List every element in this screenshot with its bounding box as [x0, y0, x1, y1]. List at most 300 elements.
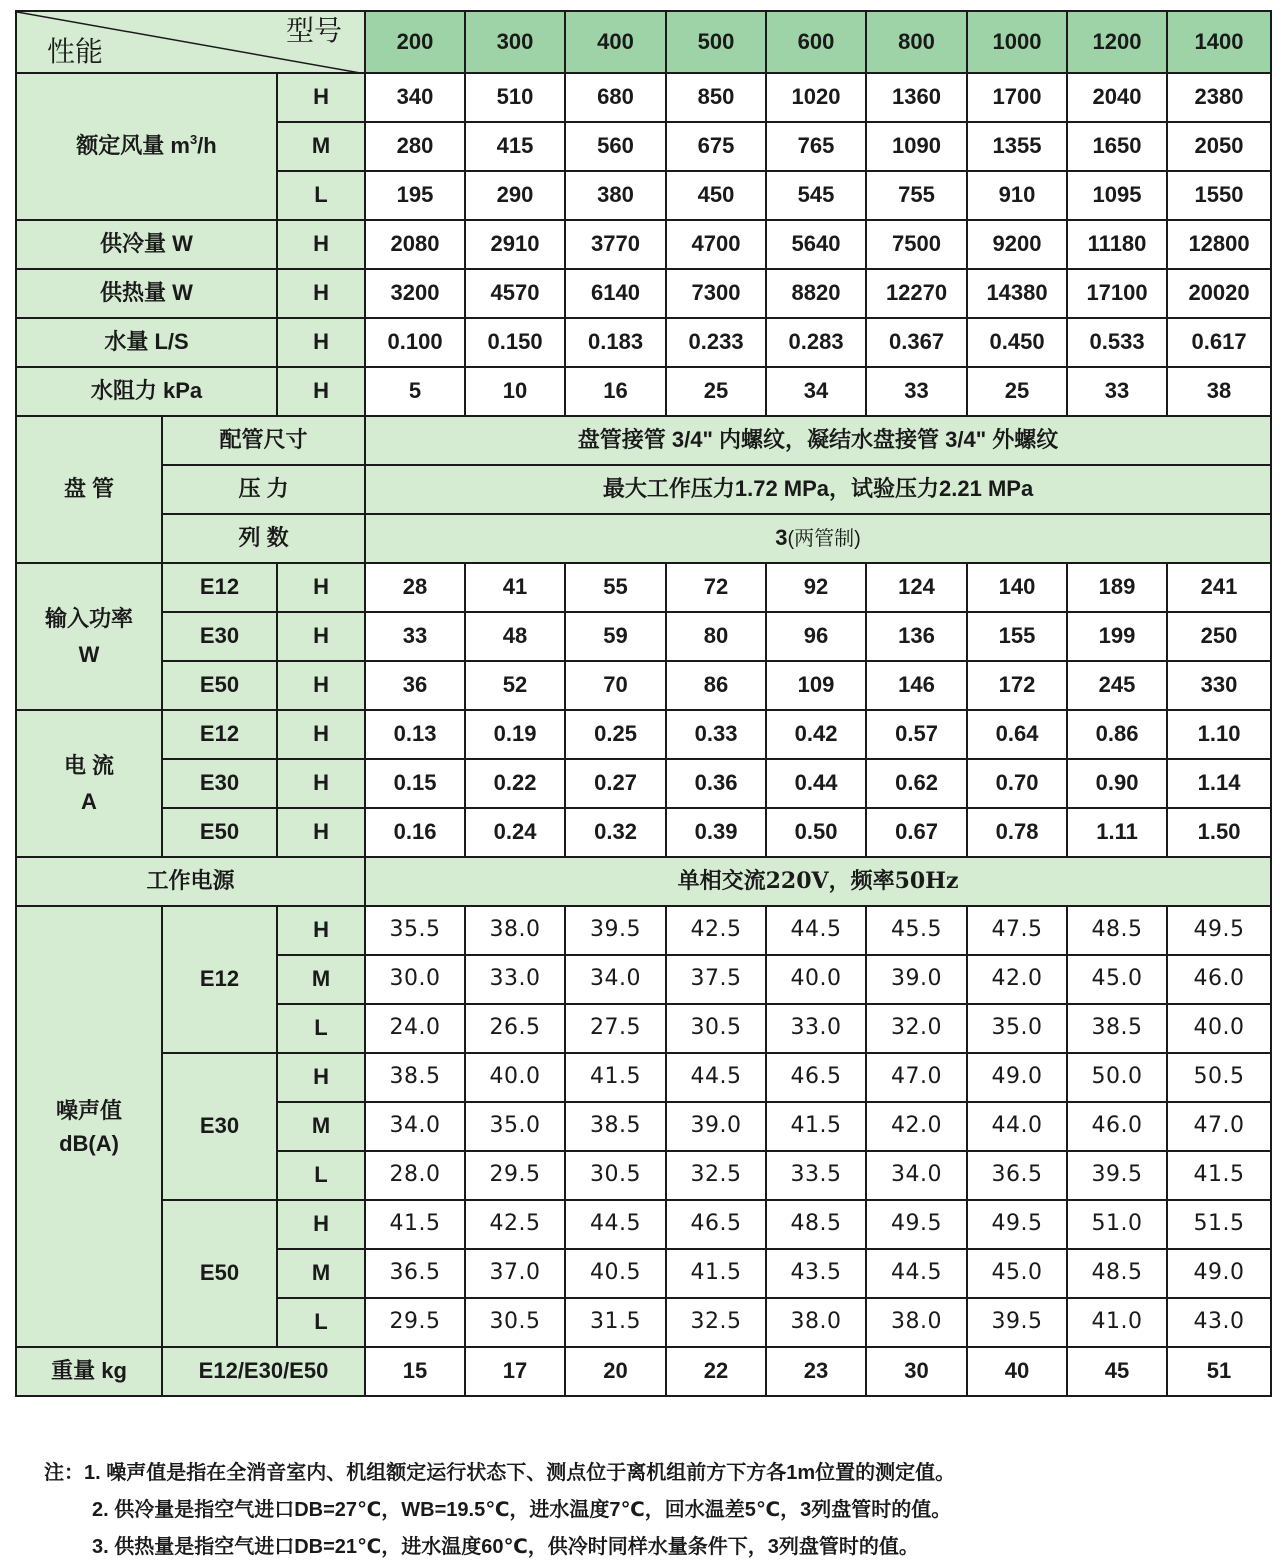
value-cell: 35.0 [465, 1102, 565, 1151]
speed-cell: H [277, 367, 365, 416]
value-cell: 32.5 [666, 1298, 766, 1347]
value-cell: 39.0 [666, 1102, 766, 1151]
value-cell: 30.5 [666, 1004, 766, 1053]
value-cell: 44.5 [766, 906, 866, 955]
value-cell: 0.450 [967, 318, 1067, 367]
input_power-row [16, 563, 1271, 612]
value-cell: 47.5 [967, 906, 1067, 955]
value-cell: 41 [465, 563, 565, 612]
value-cell: 1355 [967, 122, 1067, 171]
speed-cell: H [277, 710, 365, 759]
value-cell: 24.0 [365, 1004, 465, 1053]
value-cell: 4700 [666, 220, 766, 269]
model-header: 200 [365, 11, 465, 73]
value-cell: 86 [666, 661, 766, 710]
speed-cell: H [277, 563, 365, 612]
noise-row [16, 1053, 1271, 1102]
value-cell: 146 [866, 661, 967, 710]
speed-cell: L [277, 171, 365, 220]
value-cell: 755 [866, 171, 967, 220]
water_flow-label: 水量 L/S [16, 318, 277, 367]
value-cell: 1020 [766, 73, 866, 122]
value-cell: 40.0 [1167, 1004, 1271, 1053]
airflow-row [16, 73, 1271, 122]
coil-value-suffix: (两管制) [787, 528, 861, 551]
value-cell: 15 [365, 1347, 465, 1396]
value-cell: 2050 [1167, 122, 1271, 171]
value-cell: 245 [1067, 661, 1167, 710]
value-cell: 38.5 [365, 1053, 465, 1102]
value-cell: 52 [465, 661, 565, 710]
value-cell: 340 [365, 73, 465, 122]
value-cell: 40 [967, 1347, 1067, 1396]
speed-cell: H [277, 269, 365, 318]
model-header: 500 [666, 11, 766, 73]
coil-sub-label: 列 数 [162, 514, 365, 563]
value-cell: 1.10 [1167, 710, 1271, 759]
value-cell: 41.5 [365, 1200, 465, 1249]
value-cell: 2380 [1167, 73, 1271, 122]
value-cell: 124 [866, 563, 967, 612]
noise-motor: E12 [162, 906, 277, 1053]
value-cell: 42.5 [666, 906, 766, 955]
value-cell: 250 [1167, 612, 1271, 661]
notes [44, 1455, 1264, 1566]
model-header: 800 [866, 11, 967, 73]
current-label-text: 电 流 [63, 753, 115, 779]
value-cell: 46.5 [766, 1053, 866, 1102]
value-cell: 43.0 [1167, 1298, 1271, 1347]
value-cell: 46.5 [666, 1200, 766, 1249]
value-cell: 0.44 [766, 759, 866, 808]
value-cell: 2040 [1067, 73, 1167, 122]
noise-row [16, 1200, 1271, 1249]
value-cell: 0.86 [1067, 710, 1167, 759]
value-cell: 44.5 [866, 1249, 967, 1298]
value-cell: 0.50 [766, 808, 866, 857]
value-cell: 5 [365, 367, 465, 416]
value-cell: 0.24 [465, 808, 565, 857]
value-cell: 8820 [766, 269, 866, 318]
note-2-text: 2. 供冷量是指空气进口DB=27℃，WB=19.5℃，进水温度7℃，回水温差5℃，3列盘管时的值。 [92, 1499, 952, 1521]
value-cell: 0.533 [1067, 318, 1167, 367]
value-cell: 48.5 [1067, 1249, 1167, 1298]
value-cell: 33.0 [465, 955, 565, 1004]
value-cell: 545 [766, 171, 866, 220]
value-cell: 17 [465, 1347, 565, 1396]
airflow-sup: 3 [189, 132, 198, 148]
coil-value-text: 盘管接管 3/4" 内螺纹，凝结水盘接管 3/4" 外螺纹 [577, 427, 1059, 453]
noise-label-text: 噪声值 [55, 1097, 122, 1123]
value-cell: 72 [666, 563, 766, 612]
motor-cell: E50 [162, 661, 277, 710]
value-cell: 0.64 [967, 710, 1067, 759]
value-cell: 41.5 [666, 1249, 766, 1298]
value-cell: 0.33 [666, 710, 766, 759]
value-cell: 40.5 [565, 1249, 666, 1298]
value-cell: 9200 [967, 220, 1067, 269]
current-label [16, 710, 162, 857]
value-cell: 415 [465, 122, 565, 171]
speed-cell: H [277, 73, 365, 122]
input_power-row [16, 661, 1271, 710]
value-cell: 37.5 [666, 955, 766, 1004]
value-cell: 680 [565, 73, 666, 122]
value-cell: 0.90 [1067, 759, 1167, 808]
value-cell: 330 [1167, 661, 1271, 710]
value-cell: 0.183 [565, 318, 666, 367]
speed-cell: M [277, 1102, 365, 1151]
speed-cell: H [277, 220, 365, 269]
heating-row [16, 269, 1271, 318]
value-cell: 0.57 [866, 710, 967, 759]
value-cell: 34.0 [365, 1102, 465, 1151]
value-cell: 16 [565, 367, 666, 416]
value-cell: 28 [365, 563, 465, 612]
value-cell: 2910 [465, 220, 565, 269]
value-cell: 34.0 [866, 1151, 967, 1200]
value-cell: 241 [1167, 563, 1271, 612]
noise-row [16, 906, 1271, 955]
value-cell: 49.5 [967, 1200, 1067, 1249]
value-cell: 31.5 [565, 1298, 666, 1347]
weight-motors: E12/E30/E50 [162, 1347, 365, 1396]
current-unit: A [81, 788, 97, 814]
value-cell: 49.5 [866, 1200, 967, 1249]
value-cell: 33 [866, 367, 967, 416]
coil-value [365, 416, 1271, 465]
value-cell: 12270 [866, 269, 967, 318]
value-cell: 42.5 [465, 1200, 565, 1249]
value-cell: 0.25 [565, 710, 666, 759]
value-cell: 41.0 [1067, 1298, 1167, 1347]
value-cell: 109 [766, 661, 866, 710]
model-header: 300 [465, 11, 565, 73]
value-cell: 0.62 [866, 759, 967, 808]
value-cell: 38.0 [766, 1298, 866, 1347]
value-cell: 33 [365, 612, 465, 661]
coil-label: 盘 管 [16, 416, 162, 563]
speed-cell: H [277, 808, 365, 857]
value-cell: 39.5 [967, 1298, 1067, 1347]
motor-cell: E30 [162, 759, 277, 808]
value-cell: 32.5 [666, 1151, 766, 1200]
power-supply-label: 工作电源 [16, 857, 365, 906]
heating-label: 供热量 W [16, 269, 277, 318]
motor-cell: E50 [162, 808, 277, 857]
value-cell: 48.5 [1067, 906, 1167, 955]
noise-motor: E50 [162, 1200, 277, 1347]
value-cell: 0.367 [866, 318, 967, 367]
speed-cell: H [277, 1053, 365, 1102]
noise-motor: E30 [162, 1053, 277, 1200]
value-cell: 199 [1067, 612, 1167, 661]
value-cell: 20 [565, 1347, 666, 1396]
value-cell: 30.0 [365, 955, 465, 1004]
speed-cell: L [277, 1151, 365, 1200]
value-cell: 48 [465, 612, 565, 661]
value-cell: 35.5 [365, 906, 465, 955]
airflow-unit: /h [197, 133, 217, 159]
value-cell: 40.0 [465, 1053, 565, 1102]
value-cell: 0.67 [866, 808, 967, 857]
value-cell: 0.100 [365, 318, 465, 367]
value-cell: 42.0 [967, 955, 1067, 1004]
value-cell: 20020 [1167, 269, 1271, 318]
value-cell: 136 [866, 612, 967, 661]
value-cell: 42.0 [866, 1102, 967, 1151]
value-cell: 1700 [967, 73, 1067, 122]
value-cell: 3200 [365, 269, 465, 318]
value-cell: 0.42 [766, 710, 866, 759]
value-cell: 55 [565, 563, 666, 612]
value-cell: 38.0 [866, 1298, 967, 1347]
value-cell: 38.5 [1067, 1004, 1167, 1053]
value-cell: 45.5 [866, 906, 967, 955]
value-cell: 0.16 [365, 808, 465, 857]
value-cell: 290 [465, 171, 565, 220]
water_flow-row [16, 318, 1271, 367]
coil-row [16, 465, 1271, 514]
value-cell: 38 [1167, 367, 1271, 416]
speed-cell: H [277, 759, 365, 808]
note-1 [44, 1455, 1264, 1492]
motor-cell: E12 [162, 710, 277, 759]
value-cell: 34.0 [565, 955, 666, 1004]
current-row [16, 759, 1271, 808]
water_resistance-row [16, 367, 1271, 416]
value-cell: 23 [766, 1347, 866, 1396]
value-cell: 510 [465, 73, 565, 122]
cooling-label: 供冷量 W [16, 220, 277, 269]
value-cell: 29.5 [365, 1298, 465, 1347]
value-cell: 0.150 [465, 318, 565, 367]
value-cell: 44.0 [967, 1102, 1067, 1151]
value-cell: 45.0 [1067, 955, 1167, 1004]
value-cell: 47.0 [1167, 1102, 1271, 1151]
value-cell: 10 [465, 367, 565, 416]
value-cell: 45 [1067, 1347, 1167, 1396]
model-header: 1400 [1167, 11, 1271, 73]
coil-value-text: 最大工作压力1.72 MPa，试验压力2.21 MPa [602, 476, 1034, 502]
value-cell: 560 [565, 122, 666, 171]
value-cell: 36 [365, 661, 465, 710]
corner-bottom-label: 性能 [47, 36, 104, 68]
value-cell: 47.0 [866, 1053, 967, 1102]
value-cell: 50.5 [1167, 1053, 1271, 1102]
coil-value-text: 3 [775, 525, 788, 551]
note-1-text: 1. 噪声值是指在全消音室内、机组额定运行状态下、测点位于离机组前方下方各1m位置的测定值。 [84, 1462, 956, 1484]
value-cell: 51 [1167, 1347, 1271, 1396]
value-cell: 39.5 [565, 906, 666, 955]
value-cell: 28.0 [365, 1151, 465, 1200]
value-cell: 765 [766, 122, 866, 171]
value-cell: 1650 [1067, 122, 1167, 171]
value-cell: 30.5 [565, 1151, 666, 1200]
value-cell: 140 [967, 563, 1067, 612]
value-cell: 29.5 [465, 1151, 565, 1200]
value-cell: 26.5 [465, 1004, 565, 1053]
value-cell: 39.0 [866, 955, 967, 1004]
value-cell: 59 [565, 612, 666, 661]
value-cell: 41.5 [1167, 1151, 1271, 1200]
speed-cell: M [277, 122, 365, 171]
value-cell: 32.0 [866, 1004, 967, 1053]
coil-row [16, 514, 1271, 563]
noise-label [16, 906, 162, 1347]
value-cell: 36.5 [967, 1151, 1067, 1200]
weight-row [16, 1347, 1271, 1396]
header-row [16, 11, 1271, 73]
value-cell: 44.5 [666, 1053, 766, 1102]
value-cell: 11180 [1067, 220, 1167, 269]
speed-cell: M [277, 955, 365, 1004]
value-cell: 41.5 [565, 1053, 666, 1102]
motor-cell: E12 [162, 563, 277, 612]
weight-label: 重量 kg [16, 1347, 162, 1396]
value-cell: 910 [967, 171, 1067, 220]
value-cell: 80 [666, 612, 766, 661]
model-header: 1200 [1067, 11, 1167, 73]
value-cell: 0.13 [365, 710, 465, 759]
model-header: 600 [766, 11, 866, 73]
value-cell: 40.0 [766, 955, 866, 1004]
value-cell: 39.5 [1067, 1151, 1167, 1200]
value-cell: 30 [866, 1347, 967, 1396]
speed-cell: H [277, 612, 365, 661]
value-cell: 41.5 [766, 1102, 866, 1151]
value-cell: 380 [565, 171, 666, 220]
airflow-label [16, 73, 277, 220]
speed-cell: H [277, 318, 365, 367]
value-cell: 0.39 [666, 808, 766, 857]
value-cell: 7300 [666, 269, 766, 318]
value-cell: 675 [666, 122, 766, 171]
value-cell: 0.27 [565, 759, 666, 808]
note-2 [44, 1492, 1264, 1529]
input_power-label-text: 输入功率 [44, 606, 133, 632]
noise-unit: dB(A) [59, 1130, 119, 1156]
value-cell: 3770 [565, 220, 666, 269]
current-row [16, 710, 1271, 759]
speed-cell: M [277, 1249, 365, 1298]
value-cell: 0.19 [465, 710, 565, 759]
value-cell: 2080 [365, 220, 465, 269]
value-cell: 1090 [866, 122, 967, 171]
input_power-unit: W [78, 641, 100, 667]
value-cell: 4570 [465, 269, 565, 318]
value-cell: 30.5 [465, 1298, 565, 1347]
current-row [16, 808, 1271, 857]
value-cell: 36.5 [365, 1249, 465, 1298]
value-cell: 33.0 [766, 1004, 866, 1053]
value-cell: 7500 [866, 220, 967, 269]
value-cell: 70 [565, 661, 666, 710]
input_power-row [16, 612, 1271, 661]
value-cell: 38.0 [465, 906, 565, 955]
value-cell: 49.0 [1167, 1249, 1271, 1298]
value-cell: 46.0 [1167, 955, 1271, 1004]
value-cell: 0.15 [365, 759, 465, 808]
speed-cell: L [277, 1004, 365, 1053]
coil-sub-label: 压 力 [162, 465, 365, 514]
coil-value [365, 514, 1271, 563]
value-cell: 50.0 [1067, 1053, 1167, 1102]
speed-cell: L [277, 1298, 365, 1347]
speed-cell: H [277, 906, 365, 955]
value-cell: 155 [967, 612, 1067, 661]
value-cell: 0.22 [465, 759, 565, 808]
value-cell: 49.5 [1167, 906, 1271, 955]
value-cell: 51.0 [1067, 1200, 1167, 1249]
value-cell: 33.5 [766, 1151, 866, 1200]
value-cell: 48.5 [766, 1200, 866, 1249]
value-cell: 195 [365, 171, 465, 220]
value-cell: 17100 [1067, 269, 1167, 318]
value-cell: 0.233 [666, 318, 766, 367]
input_power-label [16, 563, 162, 710]
value-cell: 35.0 [967, 1004, 1067, 1053]
value-cell: 45.0 [967, 1249, 1067, 1298]
value-cell: 25 [967, 367, 1067, 416]
value-cell: 1360 [866, 73, 967, 122]
model-header: 1000 [967, 11, 1067, 73]
value-cell: 1095 [1067, 171, 1167, 220]
value-cell: 38.5 [565, 1102, 666, 1151]
value-cell: 49.0 [967, 1053, 1067, 1102]
value-cell: 450 [666, 171, 766, 220]
speed-cell: H [277, 661, 365, 710]
value-cell: 280 [365, 122, 465, 171]
power-supply-row [16, 857, 1271, 906]
coil-row [16, 416, 1271, 465]
water_resistance-label: 水阻力 kPa [16, 367, 277, 416]
value-cell: 44.5 [565, 1200, 666, 1249]
value-cell: 0.78 [967, 808, 1067, 857]
value-cell: 0.36 [666, 759, 766, 808]
note-3 [44, 1529, 1264, 1566]
coil-value [365, 465, 1271, 514]
corner-top-label: 型号 [286, 15, 343, 46]
value-cell: 25 [666, 367, 766, 416]
value-cell: 172 [967, 661, 1067, 710]
value-cell: 1.14 [1167, 759, 1271, 808]
value-cell: 27.5 [565, 1004, 666, 1053]
speed-cell: H [277, 1200, 365, 1249]
value-cell: 37.0 [465, 1249, 565, 1298]
airflow-label-text: 额定风量 m [76, 133, 190, 159]
value-cell: 92 [766, 563, 866, 612]
value-cell: 1.50 [1167, 808, 1271, 857]
power-supply-value: 单相交流220V，频率50Hz [365, 857, 1271, 906]
value-cell: 0.32 [565, 808, 666, 857]
value-cell: 0.617 [1167, 318, 1271, 367]
value-cell: 0.283 [766, 318, 866, 367]
coil-sub-label: 配管尺寸 [162, 416, 365, 465]
value-cell: 850 [666, 73, 766, 122]
note-3-text: 3. 供热量是指空气进口DB=21℃，进水温度60℃，供冷时同样水量条件下，3列盘管时的值。 [92, 1536, 919, 1558]
value-cell: 96 [766, 612, 866, 661]
model-header: 400 [565, 11, 666, 73]
value-cell: 22 [666, 1347, 766, 1396]
value-cell: 0.70 [967, 759, 1067, 808]
value-cell: 5640 [766, 220, 866, 269]
value-cell: 43.5 [766, 1249, 866, 1298]
value-cell: 12800 [1167, 220, 1271, 269]
cooling-row [16, 220, 1271, 269]
value-cell: 33 [1067, 367, 1167, 416]
value-cell: 189 [1067, 563, 1167, 612]
